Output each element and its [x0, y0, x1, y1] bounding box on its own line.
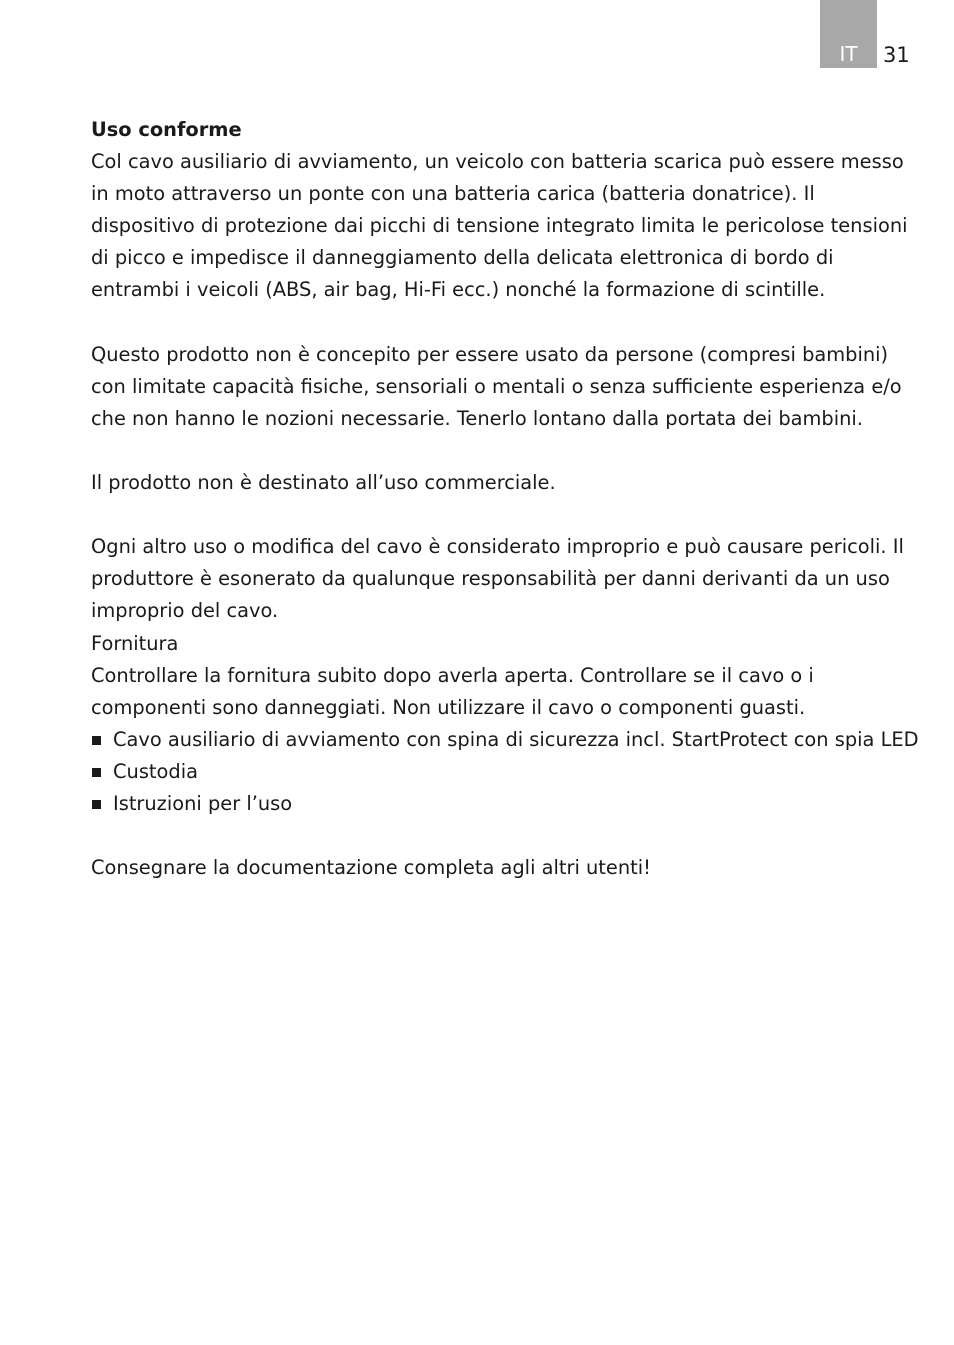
- list-item: [91, 788, 921, 820]
- paragraph-spacer: [91, 499, 921, 531]
- square-bullet-icon: [92, 736, 101, 745]
- paragraph-spacer: [91, 820, 921, 852]
- paragraph-liability: Ogni altro uso o modifica del cavo è considerato improprio e può causare pericoli. Il produttore è esonerato da qualunque responsabilità per danni derivanti da un uso improprio del cavo.: [91, 535, 904, 623]
- list-item-text: Istruzioni per l’uso: [113, 791, 293, 815]
- page-content: [91, 114, 921, 884]
- language-label: IT: [839, 42, 858, 66]
- list-item-text: Cavo ausiliario di avviamento con spina di sicurezza incl. StartProtect con spia LED: [113, 727, 919, 751]
- section-heading: Uso conforme: [91, 118, 242, 141]
- square-bullet-icon: [92, 800, 101, 809]
- list-item: [91, 724, 921, 756]
- square-bullet-icon: [92, 768, 101, 777]
- closing-note: Consegnare la documentazione completa agli altri utenti!: [91, 856, 651, 880]
- supply-title: Fornitura: [91, 631, 179, 655]
- language-tab: [820, 0, 877, 68]
- list-item: [91, 756, 921, 788]
- paragraph-spacer: [91, 435, 921, 467]
- supply-text: Controllare la fornitura subito dopo averla aperta. Controllare se il cavo o i componenti sono danneggiati. Non utilizzare il cavo o componenti guasti.: [91, 663, 814, 719]
- page-number: 31: [883, 43, 910, 67]
- paragraph-spacer: [91, 307, 921, 339]
- supply-list: [91, 724, 921, 820]
- list-item-text: Custodia: [113, 759, 198, 783]
- paragraph-commercial-use: Il prodotto non è destinato all’uso commerciale.: [91, 471, 556, 495]
- paragraph-safety-notice: Questo prodotto non è concepito per essere usato da persone (compresi bambini) con limitate capacità fisiche, sensoriali o mentali o senza sufficiente esperienza e/o che non hanno le nozioni necessarie. Tenerlo lontano dalla portata dei bambini.: [91, 342, 902, 430]
- paragraph-intended-use: Col cavo ausiliario di avviamento, un veicolo con batteria scarica può essere messo in moto attraverso un ponte con una batteria carica (batteria donatrice). Il dispositivo di protezione dai picchi di tensione integrato limita le pericolose tensioni di picco e impedisce il danneggiamento della delicata elettronica di bordo di entrambi i veicoli (ABS, air bag, Hi-Fi ecc.) nonché la formazione di scintille.: [91, 150, 908, 302]
